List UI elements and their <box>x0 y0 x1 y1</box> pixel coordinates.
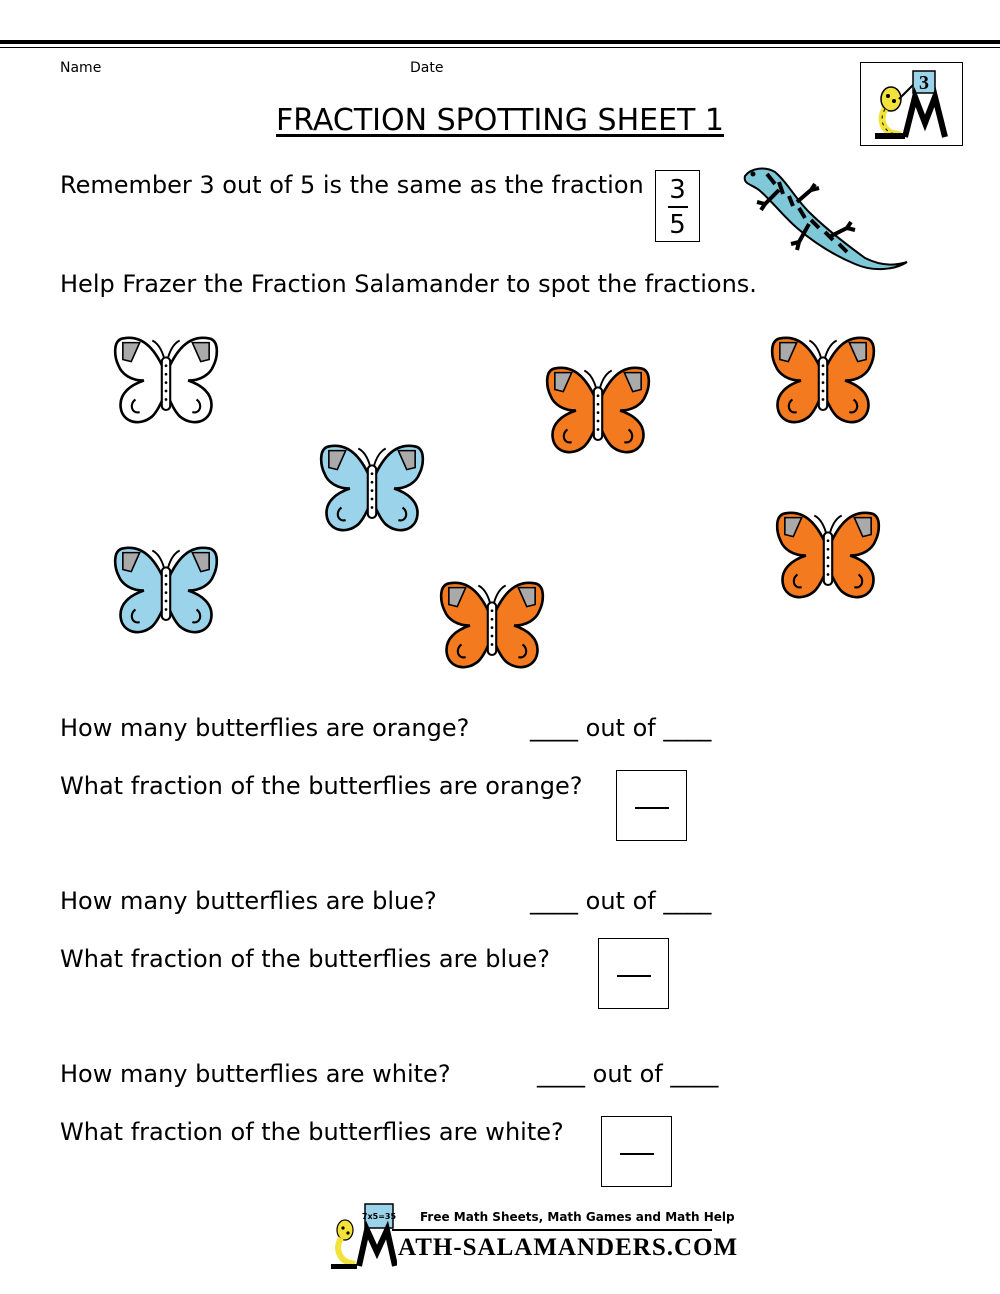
question-blue-count: How many butterflies are blue? <box>60 887 437 915</box>
butterfly-icon <box>770 505 886 605</box>
fraction-bar <box>668 206 688 208</box>
help-text: Help Frazer the Fraction Salamander to spot the fractions. <box>60 270 757 298</box>
butterfly-icon <box>314 438 430 538</box>
question-orange-count: How many butterflies are orange? <box>60 714 470 742</box>
footer-rule <box>392 1229 712 1231</box>
example-denominator: 5 <box>669 210 686 240</box>
fraction-bar <box>617 975 651 977</box>
butterfly-icon <box>108 330 224 430</box>
fraction-bar <box>620 1153 654 1155</box>
salamander-icon <box>735 162 910 274</box>
name-label: Name <box>60 60 102 76</box>
footer-logo-icon <box>325 1200 397 1272</box>
butterfly-icon <box>434 575 550 675</box>
example-fraction-box <box>655 170 700 242</box>
question-blue-fraction: What fraction of the butterflies are blue? <box>60 945 550 973</box>
question-white-count: How many butterflies are white? <box>60 1060 451 1088</box>
remember-text: Remember 3 out of 5 is the same as the fraction <box>60 171 644 199</box>
answer-box-orange[interactable] <box>616 770 687 841</box>
footer-logo-sum: 7x5=35 <box>361 1212 397 1221</box>
answer-blank-blue[interactable]: ____ out of ____ <box>530 887 712 915</box>
butterfly-icon <box>108 540 224 640</box>
butterfly-icon <box>765 330 881 430</box>
question-white-fraction: What fraction of the butterflies are white? <box>60 1118 564 1146</box>
page-title: FRACTION SPOTTING SHEET 1 <box>276 103 724 138</box>
fraction-bar <box>635 807 669 809</box>
top-rule <box>0 40 1000 44</box>
footer-tagline: Free Math Sheets, Math Games and Math Help <box>420 1210 735 1224</box>
answer-blank-orange[interactable]: ____ out of ____ <box>530 714 712 742</box>
top-rule-thin <box>0 47 1000 48</box>
answer-blank-white[interactable]: ____ out of ____ <box>537 1060 719 1088</box>
example-numerator: 3 <box>669 175 686 205</box>
date-label: Date <box>410 60 444 76</box>
question-orange-fraction: What fraction of the butterflies are orange? <box>60 772 583 800</box>
butterfly-icon <box>540 360 656 460</box>
answer-box-white[interactable] <box>601 1116 672 1187</box>
logo-grade-number: 3 <box>919 72 929 94</box>
footer-brand-text[interactable]: ATH-SALAMANDERS.COM <box>398 1234 739 1261</box>
answer-box-blue[interactable] <box>598 938 669 1009</box>
